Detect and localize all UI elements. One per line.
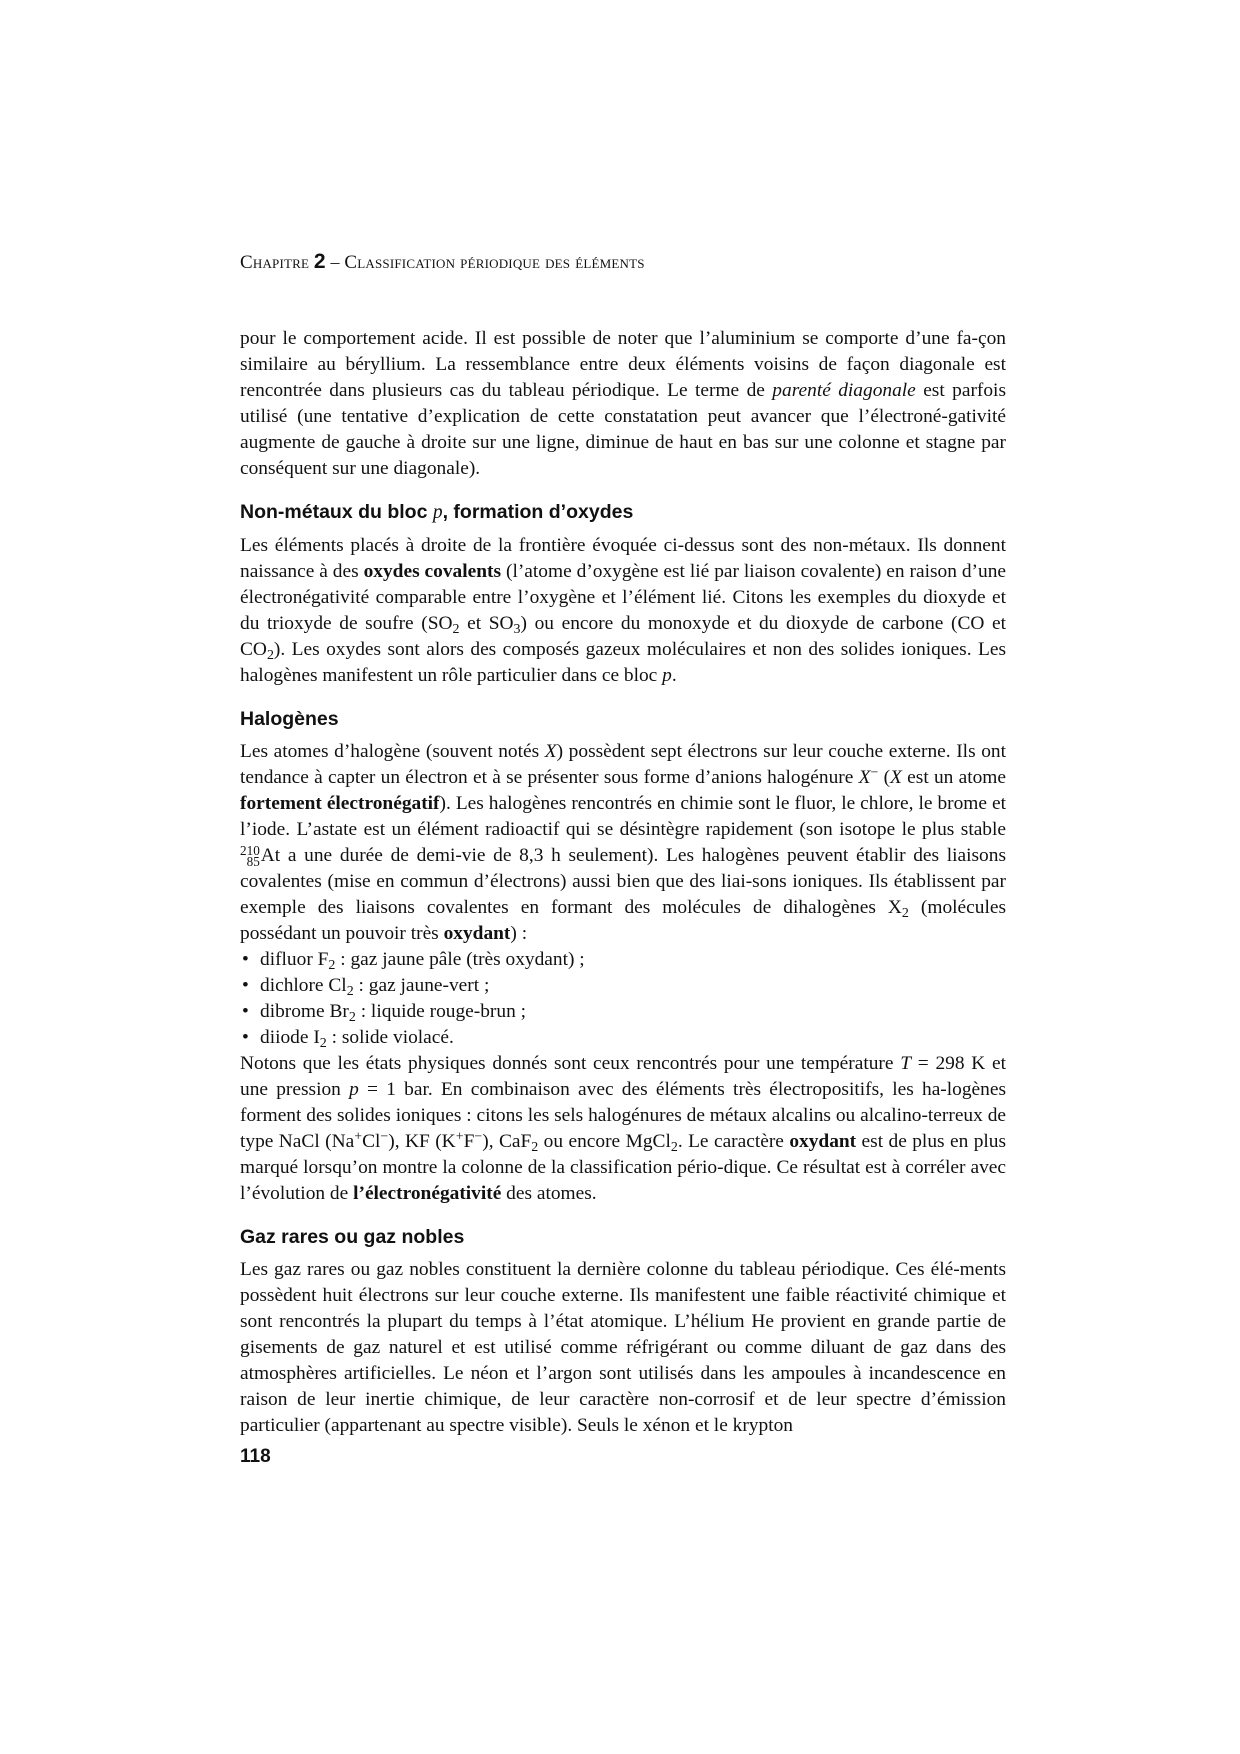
isotope-symbol: At	[260, 845, 281, 866]
subscript: 2	[670, 1139, 678, 1155]
heading-halogenes: Halogènes	[240, 708, 339, 730]
heading-text-end: , formation d’oxydes	[442, 501, 634, 523]
text: Cl	[362, 1131, 381, 1152]
text: Notons que les états physiques donnés sont ceux rencontrés pour une température	[240, 1053, 901, 1074]
text: .	[671, 665, 677, 686]
isotope-mass: 210	[240, 843, 260, 859]
superscript: +	[455, 1129, 464, 1145]
subscript: 2	[328, 957, 336, 973]
text: ) ou encore du monoxyde et du dioxyde de carbone (CO et CO	[240, 613, 1007, 660]
superscript: −	[870, 765, 879, 781]
item-desc: : liquide rouge-brun ;	[355, 1001, 527, 1022]
halogenes-paragraph-2	[240, 1051, 1006, 1207]
bold-oxydes-covalents: oxydes covalents	[363, 561, 502, 582]
text: ). Les oxydes sont alors des composés gazeux moléculaires et non des solides ioniques. Les halogènes manifestent un rôle particulier dans ce bloc	[240, 639, 1006, 686]
math-x: X	[858, 767, 871, 788]
superscript: −	[380, 1129, 389, 1145]
text: . En combinaison avec des éléments très électropositifs, les ha-logènes forment des solides ioniques : citons les sels halogénures de métaux alcalins ou alcalino-terreux de type NaCl (Na	[240, 1079, 1006, 1152]
subscript: 2	[266, 647, 274, 663]
subscript: 2	[901, 905, 909, 921]
bold-fortement-electronegatif: fortement électronégatif	[240, 793, 440, 814]
heading-text: Non-métaux du bloc	[240, 501, 433, 523]
intro-text: pour le comportement acide. Il est possible de noter que l’aluminium se comporte d’une fa-çon similaire au béryllium. La ressemblance entre deux éléments voisins de façon diagonale est rencontrée dans plusieurs cas du tableau périodique. Le terme de	[240, 328, 1006, 401]
item-name: diiode I	[260, 1027, 320, 1048]
heading-gaz-rares: Gaz rares ou gaz nobles	[240, 1226, 465, 1248]
superscript: +	[354, 1129, 363, 1145]
gaz-rares-paragraph: Les gaz rares ou gaz nobles constituent la dernière colonne du tableau périodique. Ces élé-ments possèdent huit électrons sur leur couche externe. Ils manifestent une faible réactivité chimique et sont rencontrés la plupart du temps à l’état atomique. L’hélium He provient en grande partie de gisements de gaz naturel et est utilisé comme réfrigérant ou comme diluant de gaz dans des atmosphères artificielles. Le néon et l’argon sont utilisés dans les ampoules à incandescence en raison de leur inertie chimique, de leur caractère non-corrosif et de leur spectre d’émission particulier (appartenant au spectre visible). Seuls le xénon et le krypton	[240, 1259, 1006, 1436]
item-desc: : gaz jaune-vert ;	[353, 975, 490, 996]
text: ), KF (K	[388, 1131, 456, 1152]
heading-math-p: p	[432, 502, 443, 523]
item-name: difluor F	[260, 949, 329, 970]
item-desc: : solide violacé.	[326, 1027, 454, 1048]
item-name: dichlore Cl	[260, 975, 347, 996]
text: ), CaF	[482, 1131, 532, 1152]
list-item	[240, 973, 1006, 999]
equation-value: = 298 K	[911, 1053, 986, 1074]
isotope-notation	[240, 843, 260, 869]
text: (	[878, 767, 891, 788]
math-p: p	[662, 665, 672, 686]
text: a une durée de demi-vie de 8,3 h seulement). Les halogènes peuvent établir des liaisons covalentes (mise en commun d’électrons) aussi bien que des liai-sons ioniques. Ils établissent par exemple des liaisons covalentes en formant des molécules de dihalogènes X	[240, 845, 1006, 918]
list-item	[240, 1025, 1006, 1051]
heading-non-metaux	[240, 500, 1006, 525]
dihalogenes-list	[240, 947, 1006, 1051]
text: Les éléments placés à droite de la frontière évoquée ci-dessus sont des non-métaux. Ils donnent naissance à des	[240, 535, 1006, 582]
subscript: 2	[346, 983, 354, 999]
text: (l’atome d’oxygène est lié par liaison covalente) en raison d’une électronégativité comparable entre l’oxygène et l’élément lié. Citons les exemples du dioxyde et du trioxyde de soufre (SO	[240, 561, 1006, 634]
running-header	[240, 250, 645, 274]
intro-paragraph	[240, 326, 1006, 482]
math-t: T	[900, 1053, 912, 1074]
text: Les atomes d’halogène (souvent notés	[240, 741, 545, 762]
math-x: X	[890, 767, 902, 788]
subscript: 2	[531, 1139, 539, 1155]
halogenes-paragraph	[240, 739, 1006, 947]
superscript: −	[474, 1129, 483, 1145]
page-body	[240, 326, 1006, 1439]
item-name: dibrome Br	[260, 1001, 349, 1022]
text: et SO	[459, 613, 514, 634]
subscript: 2	[348, 1009, 356, 1025]
page-number: 118	[240, 1446, 271, 1467]
text: . Le caractère	[677, 1131, 790, 1152]
isotope-atomic-number: 85	[246, 853, 260, 869]
text: est un atome	[901, 767, 1006, 788]
text: est de plus en plus marqué lorsqu’on montre la colonne de la classification pério-dique. Ce résultat est à corréler avec l’évolution de	[240, 1131, 1007, 1204]
chapter-title: Classification périodique des éléments	[344, 252, 645, 273]
text: et une pression	[240, 1053, 1006, 1100]
chapter-number: 2	[313, 250, 326, 273]
subscript: 3	[513, 621, 521, 637]
chapter-word: Chapitre	[240, 252, 310, 273]
intro-text-end: est parfois utilisé (une tentative d’explication de cette constatation peut avancer que l’électroné-gativité augmente de gauche à droite sur une ligne, diminue de haut en bas sur une colonne et stagne par conséquent sur une diagonale).	[240, 380, 1006, 479]
text: F	[463, 1131, 475, 1152]
math-p: p	[349, 1079, 359, 1100]
subscript: 2	[319, 1035, 327, 1051]
subscript: 2	[452, 621, 460, 637]
header-separator: –	[325, 252, 345, 272]
list-item	[240, 999, 1006, 1025]
text: ) possèdent sept électrons sur leur couche externe. Ils ont tendance à capter un électron et à se présenter sous forme d’anions halogénure	[240, 741, 1006, 788]
non-metaux-paragraph	[240, 533, 1006, 689]
text: (molécules possédant un pouvoir très	[240, 897, 1007, 944]
bold-oxydant: oxydant	[789, 1131, 857, 1152]
item-desc: : gaz jaune pâle (très oxydant) ;	[335, 949, 585, 970]
equation-value: = 1 bar	[358, 1079, 428, 1100]
bold-electronegativite: l’électronégativité	[353, 1183, 502, 1204]
math-x: X	[544, 741, 557, 762]
bold-oxydant: oxydant	[443, 923, 511, 944]
list-item	[240, 947, 1006, 973]
text: des atomes.	[501, 1183, 597, 1204]
text: ) :	[510, 923, 528, 944]
term-parente-diagonale: parenté diagonale	[772, 380, 916, 401]
text: ). Les halogènes rencontrés en chimie sont le fluor, le chlore, le brome et l’iode. L’astate est un élément radioactif qui se désintègre rapidement (son isotope le plus stable	[240, 793, 1006, 840]
text: ou encore MgCl	[538, 1131, 671, 1152]
